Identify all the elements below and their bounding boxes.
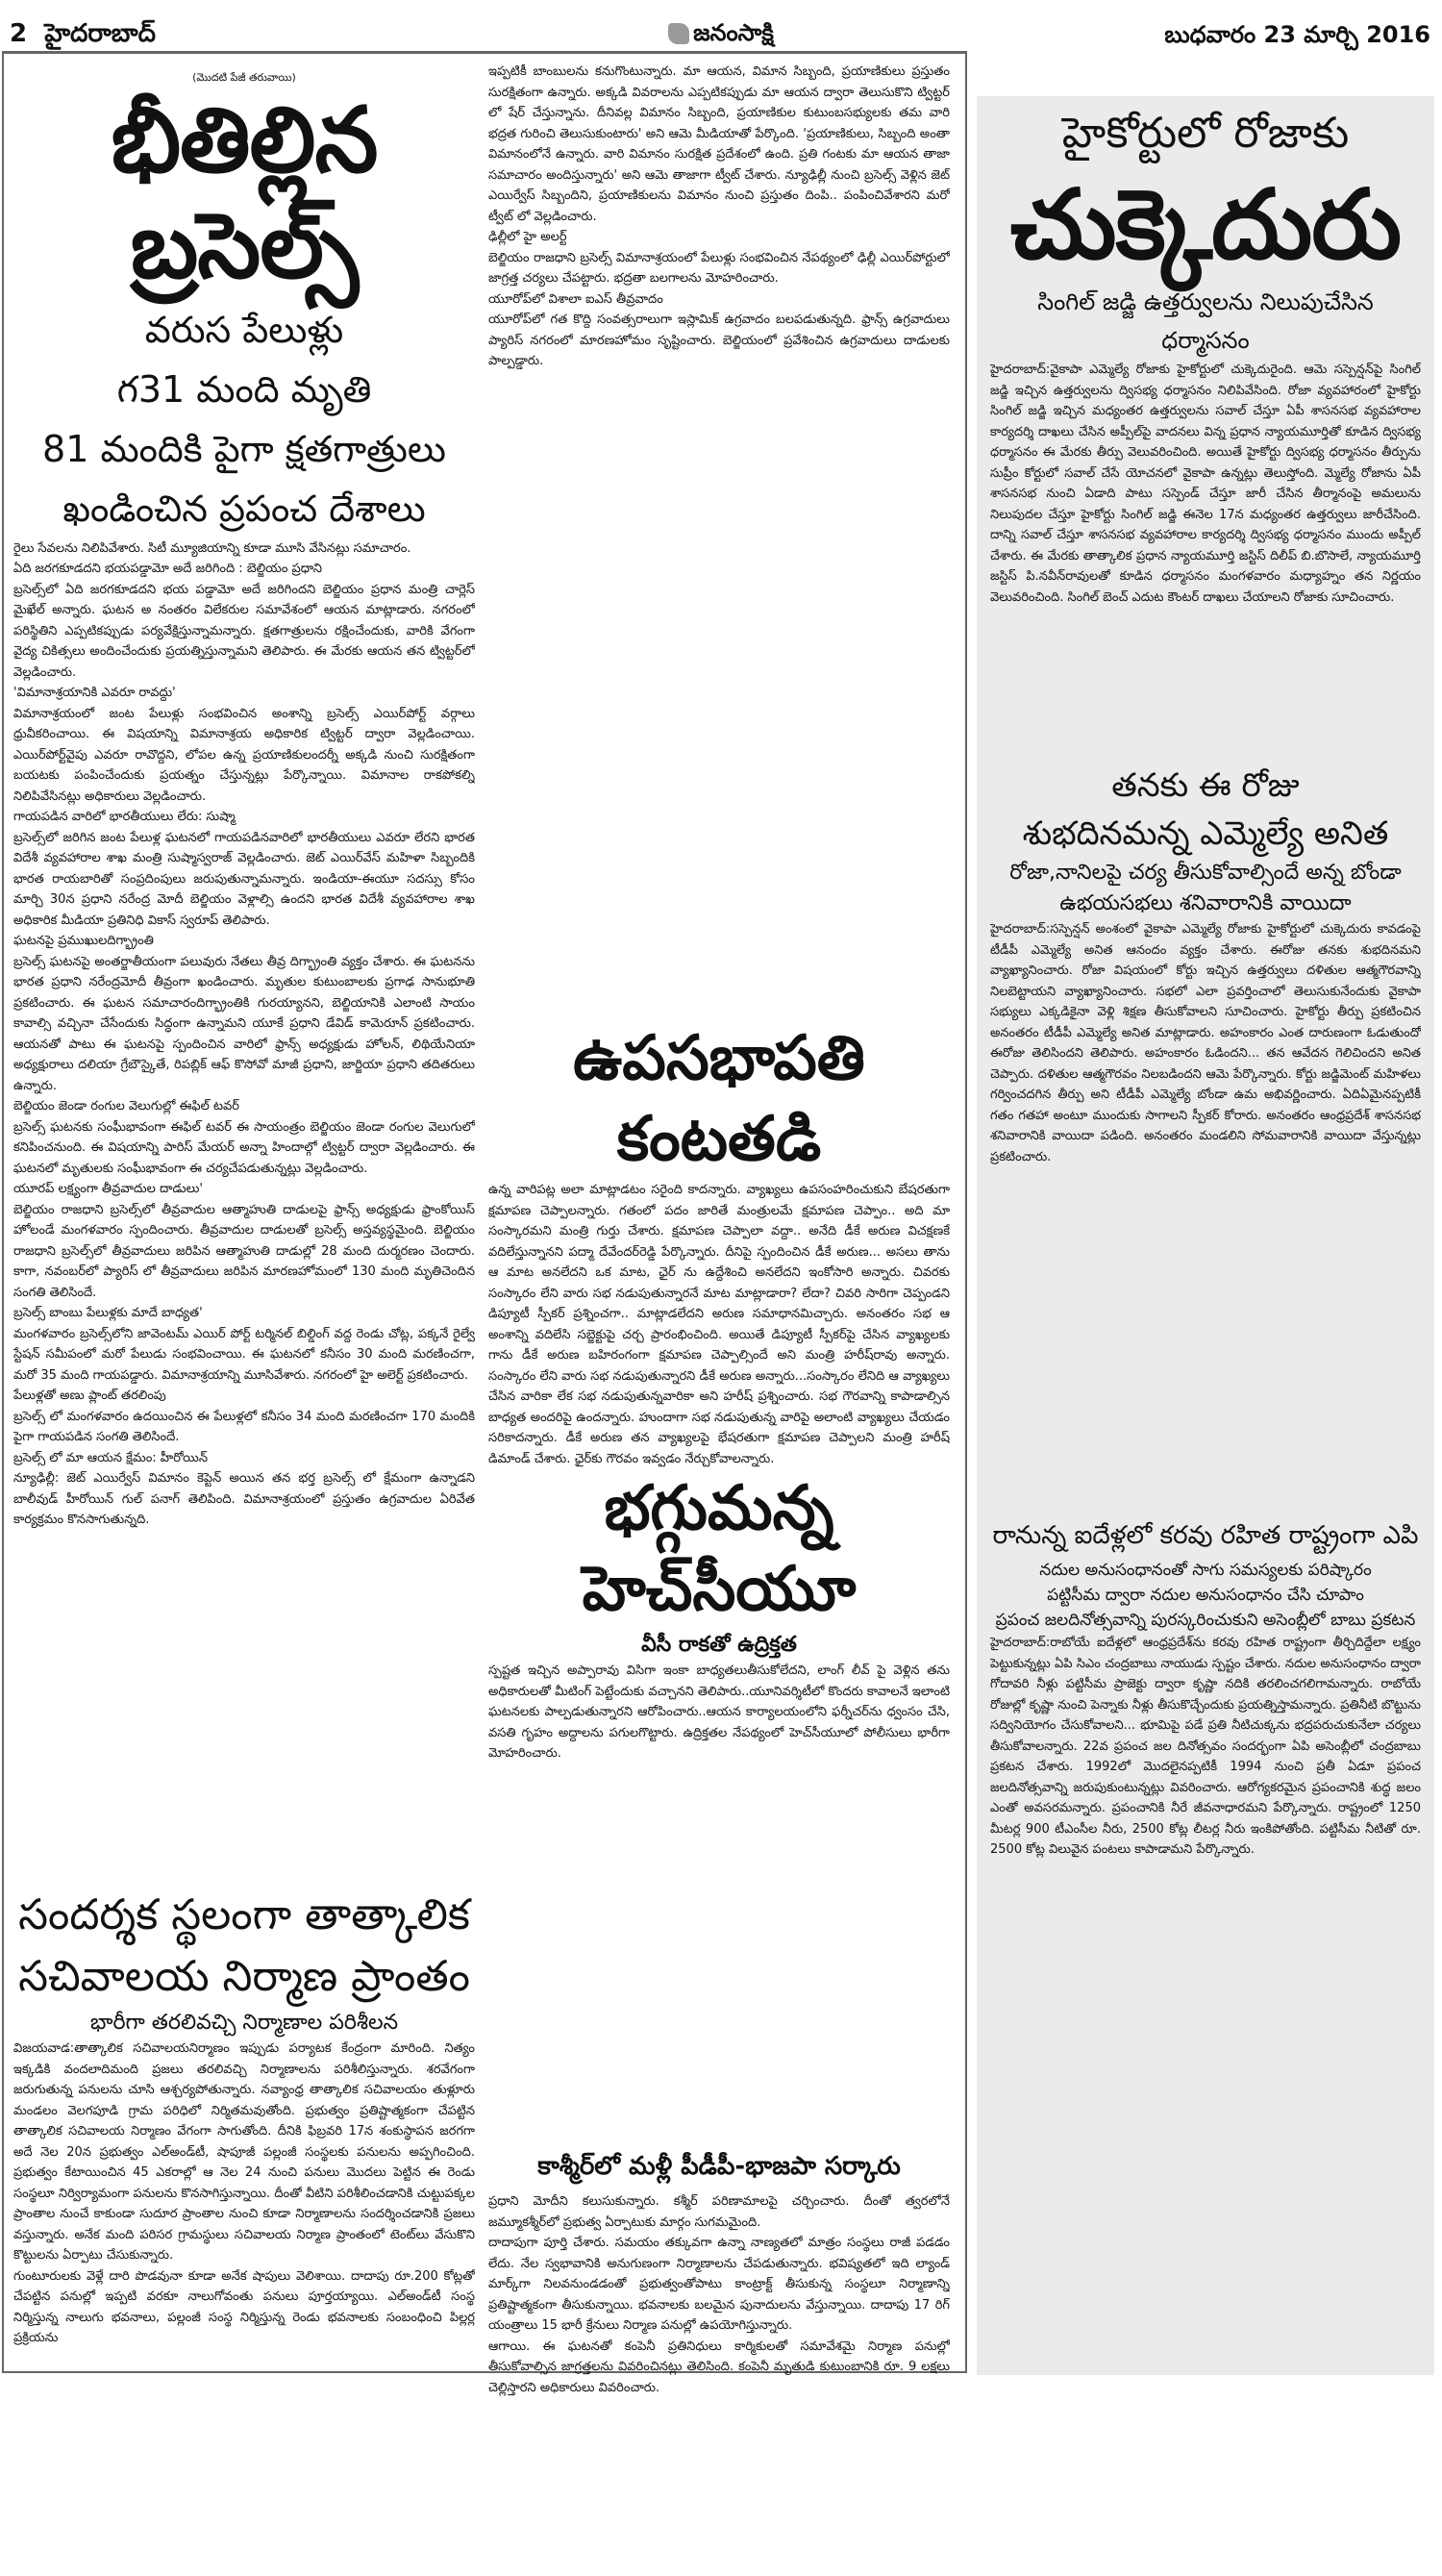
lead-paragraph: బ్రసెల్స్ ఘటనపై అంతర్జాతీయంగా పలువురు నేతలు తీవ్ర దిగ్భ్రాంతి వ్యక్తం చేశారు. ఈ ఘటనను భారత ప్రధాని నరేంద్రమోదీ తీవ్రంగా ఖండించారు. మృతుల కుటుంబాలకు ప్రగాఢ సానుభూతి ప్రకటించారు. ఈ ఘటన సమాచారందిగ్భ్రాంతికి గురయ్యానని, బెల్జియానికి ఎలాంటి సాయం కావాల్సి వచ్చినా చేసేందుకు సిద్ధంగా ఉన్నామని యూకే ప్రధాని డేవిడ్ కామెరూన్ ప్రకటించారు. ఆయనతో పాటు ఈ ఘటనపై స్పందించిన వారిలో ఫ్రాన్స్ అధ్యక్షుడు హోలన్, లిథియేనియా అధ్యక్షురాలు దలియా గ్రేబౌస్కైతే, రిపబ్లిక్ ఆఫ్ కొసోవో మాజీ ప్రధాని, జార్జియా ప్రధాని తదితరులు ఉన్నారు. [13, 954, 475, 1093]
lead-paragraph: బ్రసెల్స్‌లో ఏది జరగకూడదని భయ పడ్డామో అదే జరిగిందని బెల్జియం ప్రధాన మంత్రి చార్లెస్ మైఖేల్ అన్నారు. ఘటన అ నంతరం విలేకరుల సమావేశంలో ఆయన మాట్లాడారు. నగరంలో పరిస్థితిని ఎప్పటికప్పుడు పర్యవేక్షిస్తున్నామన్నారు. క్షతగాత్రులను రక్షించేందుకు, వారికి వేగంగా వైద్య చికిత్సలు అందించేందుకు ప్రయత్నిస్తున్నామని తెలిపారు. ఈ మేరకు ఆయన తన ట్విట్టర్‌లో వెల్లడించారు. [13, 582, 475, 680]
secretariat-paragraph: గుంటూరులకు వెళ్లే దారి పొడవునా కూడా అనేక షాపులు వెలిశాయి. దాదాపు రూ.200 కోట్లతో చేపట్టిన పనుల్లో ఇప్పటి వరకూ నాలుగోవంతు పనులు పూర్తయ్యాయి. ఎల్‌అండ్‌టీ సంస్థ నిర్మిస్తున్న నాలుగు భవనాలు, పల్లంజీ సంస్థ నిర్మిస్తున్న రెండు భవనాలకు సంబంధించి పిల్లర్ల ప్రక్రియను [13, 2268, 475, 2345]
middle-paragraph: యూరోప్‌లో గత కొద్ది సంవత్సరాలుగా ఇస్లామిక్ ఉగ్రవాదం బలపడుతున్నది. ఫ్రాన్స్ ఉగ్రవాదులు ప్యారిస్ నగరంలో మారణహోమం సృష్టించారు. బెల్జియంలో ప్రవేశించిన ఉగ్రవాదులు దాడులకు పాల్పడ్డారు. [488, 313, 950, 368]
lead-section-heading: గాయపడిన వారిలో భారతీయులు లేరు: సుష్మా [13, 810, 236, 824]
roja-headline-main: చుక్కెదురు [1009, 168, 1402, 281]
deputy-speaker-headline: ఉపసభాపతి కంటతడి [573, 1023, 865, 1175]
anitha-headline-2: శుభదినమన్న ఎమ్మెల్యే అనిత [1022, 814, 1389, 853]
masthead [0, 0, 1442, 53]
drought-headline: రానున్న ఐదేళ్లలో కరవు రహిత రాష్ట్రంగా ఎపి [992, 1521, 1419, 1550]
roja-headline-top: హైకోర్టులో రోజాకు [1061, 109, 1350, 158]
lead-section-heading: బ్రసెల్స్ బాంబు పేలుళ్లకు మాదే బాధ్యత' [13, 1306, 203, 1320]
kashmir-story: ప్రధాని మోదీని కలుసుకున్నారు. కశ్మీర్ పరిణామాలపై చర్చించారు. దీంతో త్వరలోనే జమ్మూకశ్మీర్‌లో ప్రభుత్వ ఏర్పాటుకు మార్గం సుగమమైంది. [488, 2194, 950, 2230]
kashmir-headline: కాశ్మీర్‌లో మళ్లీ పీడీపీ-భాజపా సర్కారు [537, 2152, 901, 2181]
lead-subhead-2: గ31 మంది మృతి [116, 367, 372, 411]
lead-paragraph: మంగళవారం బ్రసెల్స్‌లోని జావెంటమ్ ఎయిర్ పోర్ట్ టర్మినల్ బిల్డింగ్ వద్ద రెండు చోట్ల, పక్కనే రైల్వే స్టేషన్ సమీపంలో మరో పేలుడు సంభవించాయి. ఈ ఘటనలో కనీసం 30 మంది మరణించగా, మరో 35 మంది గాయపడ్డారు. విమానాశ్రయాన్ని మూసివేశారు. నగరంలో హై అలెర్ట్ ప్రకటించారు. [13, 1326, 475, 1383]
middle-section-heading: యూరోప్‌లో విశాలా ఐఎస్ తీవ్రవాదం [488, 291, 663, 307]
page-number: 2 [10, 19, 28, 48]
lead-subhead-3: 81 మందికి పైగా క్షతగాత్రులు [42, 427, 446, 470]
anitha-headline-1: తనకు ఈ రోజు [1111, 766, 1300, 805]
secretariat-subhead: భారీగా తరలివచ్చి నిర్మాణాల పరిశీలన [89, 2011, 399, 2035]
drought-story: హైదరాబాద్:రాబోయే ఐదేళ్లలో ఆంధ్రప్రదేశ్‌ను కరవు రహిత రాష్ట్రంగా తీర్చిదిద్దేలా లక్ష్యం పెట్టుకున్నట్లు ఏపి సిఎం చంద్రబాబు నాయుడు స్పష్టం చేశారు. నదుల అనుసంధానం ద్వారా గోదావరి నీళ్లు పట్టిసీమ ప్రాజెక్టు ద్వారా కృష్ణా నదికి తరలించగలిగామన్నారు. రాబోయే రోజుల్లో కృష్ణా నుంచి పెన్నాకు నీళ్లు తీసుకొచ్చేందుకు ప్రయత్నిస్తామన్నారు. ప్రతినీటి బొట్టును సద్వినియోగం చేసుకోవాలని... భూమిపై పడే ప్రతి నీటిచుక్కను భద్రపరుచుకునేలా చర్యలు తీసుకోవాలన్నారు. 22వ ప్రపంచ జల దినోత్సవం సందర్భంగా ఏపి అసెంబ్లీలో చంద్రబాబు ప్రకటన చేశారు. 1992లో మొదలైనప్పటికీ 1994 నుంచి ప్రతీ ఏడూ ప్రపంచ జలదినోత్సవాన్ని జరుపుకుంటున్నట్లు వివరించారు. ఆరోగ్యకరమైన ప్రపంచానికి శుద్ధ జలం ఎంతో అవసరమన్నారు. ప్రపంచానికి నీరే జీవనాధారమని పేర్కొన్నారు. రాష్ట్రంలో 1250 మీటర్ల 900 టీఎంసీల నీరు, 2500 కోట్ల లీటర్ల నీరు ఇంకిపోతోంది. పట్టిసీమ నీటితో రూ. 2500 కోట్ల విలువైన పంటలు కాపాడామని పేర్కొన్నారు. [990, 1636, 1421, 1857]
lead-section-heading: ఘటనపై ప్రముఖులదిగ్భ్రాంతి [13, 934, 154, 948]
right-panel [977, 96, 1434, 2375]
secretariat-continued-2: ఆగాయి. ఈ ఘటనతో కంపెనీ ప్రతినిధులు కార్మికులతో సమావేశమై నిర్మాణ పనుల్లో తీసుకోవాల్సిన జాగ్రత్తలను వివరించినట్లు తెలిసింది. కంపెనీ మృతుడి కుటుంబానికి రూ. 9 లక్షలు చెల్లిస్తారని అధికారులు వివరించారు. [488, 2338, 950, 2395]
lead-section-heading: బ్రసెల్స్ లో మా ఆయన క్షేమం: హీరోయిన్ [13, 1450, 209, 1465]
hcu-story: స్పష్టత ఇచ్చిన అప్పారావు విసిగా ఇంకా బాధ్యతలుతీసుకోలేదని, లాంగ్ లీవ్ పై వెళ్లిన తను అధికారులతో మీటింగ్ పెట్టేందుకు వచ్చానని తెలిపారు..యూనివర్శిటీలో కొందరు కావాలనే ఇలాంటి ఘటనలకు పాల్పడుతున్నారని ఆరోపించారు..ఆయన కార్యాలయంలోని ఫర్నీచర్‌ను ధ్వంసం చేసి, వసతి గృహం అద్దాలను పగులగొట్టారు. ఉద్రిక్తతల నేపథ్యంలో హెచ్‌సీయూలో పోలీసులు భారీగా మోహరించారు. [488, 1663, 950, 1761]
hcu-headline: భగ్గుమన్న హెచ్‌సీయూ [582, 1473, 857, 1625]
secretariat-paragraph: విజయవాడ:తాత్కాలిక సచివాలయనిర్మాణం ఇప్పుడు పర్యాటక కేంద్రంగా మారింది. నిత్యం ఇక్కడికి వందలాదిమంది ప్రజలు తరలివచ్చి నిర్మాణాలను పరిశీలిస్తున్నారు. శరవేగంగా జరుగుతున్న పనులను చూసి ఆశ్చర్యపోతున్నారు. నవ్యాంధ్ర తాత్కాలిక సచివాలయం తుళ్లూరు మండలం వెలగపూడి గ్రామ పరిధిలో నిర్మితమవుతోంది. ప్రభుత్వం ప్రతిష్టాత్మకంగా చేపట్టిన తాత్కాలిక సచివాలయ నిర్మాణం వేగంగా సాగుతోంది. దీనికి ఫిబ్రవరి 17న శంకుస్థాపన జరగగా అదే నెల 20న ప్రభుత్వం ఎల్‌అండ్‌టీ, షాపూజీ పల్లంజీ సంస్థలకు పనులను అప్పగించింది. ప్రభుత్వం కేటాయించిన 45 ఎకరాల్లో ఆ నెల 24 నుంచి పనులు మొదలు పెట్టిన ఈ రెండు సంస్థలూ నిర్విర్యామంగా పనులను కొనసాగిస్తున్నాయి. దీంతో వీటిని పరిశీలించడానికి చుట్టుపక్కల ప్రాంతాల నుంచే కాకుండా సుదూర ప్రాంతాల నుంచి కూడా నిర్మాణాలను సందర్శించడానికి ప్రజలు వస్తున్నారు. అనేక మంది పరిసర గ్రామస్థులు సచివాలయ నిర్మాణ ప్రాంతంలో టెంట్‌లు వేసుకొని కొట్టులను ఏర్పాటు చేసుకున్నారు. [13, 2041, 475, 2263]
lead-section-heading: యూరప్ లక్ష్యంగా తీవ్రవాదుల దాడులు' [13, 1182, 203, 1196]
lead-section-heading: బెల్జియం జెండా రంగుల వెలుగుల్లో ఈఫిల్ టవర్ [13, 1099, 239, 1113]
lead-subhead-4: ఖండించిన ప్రపంచ దేశాలు [62, 487, 426, 530]
dateline: బుధవారం 23 మార్చి 2016 [1164, 21, 1430, 48]
lead-subhead-1: వరుస పేలుళ్లు [144, 308, 344, 351]
hcu-subhead: వీసీ రాకతో ఉద్రిక్తత [641, 1633, 797, 1657]
brand-name: జనంసాక్షి [693, 19, 774, 46]
lead-paragraph: బెల్జియం రాజధాని బ్రసెల్స్‌లో తీవ్రవాదుల ఆత్మాహుతి దాడులపై ఫ్రాన్స్ అధ్యక్షుడు ఫ్రాంకోయిస్ హోలండే మంగళవారం స్పందించారు. తీవ్రవాదుల దాడులతో బ్రసెల్స్ అస్తవ్యస్థమైంది. బెల్జియం రాజధాని బ్రసెల్స్‌లో తీవ్రవాదులు జరిపిన ఆత్మాహుతి దాడుల్లో 28 మంది దుర్మరణం చెందారు. కాగా, నవంబర్‌లో ప్యారిస్ లో తీవ్రవాదులు జరిపిన మారణహోమంలో 130 మంది మృతిచెందిన సంగతి తెలిసిందే. [13, 1202, 475, 1300]
lead-section-heading: ఏది జరగకూడదని భయపడ్డామో అదే జరిగింది : బెల్జియం ప్రధాని [13, 562, 323, 576]
deputy-speaker-story: ఉన్న వారిపట్ల అలా మాట్లాడటం సరైంది కాదన్నారు. వ్యాఖ్యలు ఉపసంహరించుకుని బేషరతుగా క్షమాపణ చెప్పాలన్నారు. గతంలో పదం జారితే మంత్రులమే క్షమాపణ చెప్పాం.. అది మా సంస్కారమని మంత్రి గుర్తు చేశారు. క్షమాపణ చెప్పాలా వద్దా.. అనేది డీకే అరుణ విచక్షణకే వదిలేస్తున్నానని పద్మా దేవేందర్‌రెడ్డి పేర్కొన్నారు. దీనిపై స్పందించిన డీకే అరుణ... అసలు తాను ఆ మాట అనలేదని ఒక మాట, ఛైర్ ను ఉద్దేశించి అనలేదని ఇంకోసారి అన్నారు. చివరకు సంస్కారం లేని వారు సభ నడుపుతున్నారనే మాట మాట్లాడారా? లేదా? చివరి సారిగా చెప్పండని డిప్యూటీ స్పీకర్ ప్రశ్నించగా.. మాట్లాడలేదని అరుణ సమాధానమిచ్చారు. అనంతరం సభ ఆ అంశాన్ని వదిలేసి సబ్జెక్టుపై చర్చ ప్రారంభించింది. అయితే డిప్యూటీ స్పీకర్‌పై చేసిన వ్యాఖ్యలకు గాను డీకే అరుణ బహిరంగంగా క్షమాపణ చెప్పాల్సిందే అని మంత్రి హరీష్‌రావు అన్నారు. సంస్కారం లేని వారు సభ నడుపుతున్నారని డీకే అరుణ అన్నారు...సంస్కారం లేనిది ఆ వ్యాఖ్యలు చేసిన వారికా లేక సభ నడుపుతున్నవారికా అని హరీష్ ప్రశ్నించారు. సభ గౌరవాన్ని కాపాడాల్సిన బాధ్యత అందరిపై ఉందన్నారు. హుందాగా సభ నడుపుతున్న వారిపై అలాంటి వ్యాఖ్యలు చేయడం సరికాదన్నారు. డీకే అరుణ తన వ్యాఖ్యలపై భేషరతుగా క్షమాపణ చెప్పాలని మంత్రి హరీష్ డిమాండ్ చేశారు. ఛైర్‌కు గౌరవం ఇవ్వడం నేర్చుకోవాలన్నారు. [488, 1183, 950, 1466]
roja-subhead: సింగిల్ జడ్జి ఉత్తర్వులను నిలుపుచేసిన ధర్మాసనం [1037, 288, 1374, 354]
lead-story [13, 60, 475, 1952]
middle-paragraph: బెల్జియం రాజధాని బ్రసెల్స్ విమానాశ్రయంలో పేలుళ్లు సంభవించిన నేపథ్యంలో ఢిల్లీ ఎయిర్‌పోర్టులో జాగ్రత్త చర్యలు చేపట్టారు. భద్రతా బలగాలను మోహరించారు. [488, 250, 950, 286]
section-name: హైదరాబాద్ [44, 19, 157, 48]
secretariat-story [13, 1885, 475, 2356]
kicker: (మొదటి పేజీ తరువాయి) [192, 71, 296, 84]
lead-section-heading: పేలుళ్లతో అణు ప్లాంట్ తరలింపు [13, 1388, 166, 1403]
drought-subhead-2: పట్టిసీమ ద్వారా నదుల అనుసంధానం చేసి చూపాం [1047, 1586, 1364, 1605]
lead-paragraph: న్యూఢిల్లీ: జెట్ ఎయిర్వేస్ విమానం కెప్టెన్ అయిన తన భర్త బ్రసెల్స్ లో క్షేమంగా ఉన్నాడని బాలీవుడ్ హీరోయిన్ గుల్ పనాగ్ తెలిపింది. విమానాశ్రయంలో ప్రస్తుతం ఉగ్రవాదుల ఏరివేత కార్యక్రమం కొనసాగుతున్నది. [13, 1471, 475, 1527]
lead-paragraph: బ్రసెల్స్ లో మంగళవారం ఉదయించిన ఈ పేలుళ్లలో కనీసం 34 మంది మరణించగా 170 మందికి పైగా గాయపడిన సంగతి తెలిసిందే. [13, 1409, 475, 1444]
lead-paragraph: విమానాశ్రయంలో జంట పేలుళ్లు సంభవించిన అంశాన్ని బ్రసెల్స్ ఎయిర్‌పోర్ట్ వర్గాలు ధ్రువీకరించాయి. ఈ విషయాన్ని విమానాశ్రయ అధికారిక ట్విట్టర్ ద్వారా వెల్లడించాయి. ఎయిర్‌పోర్ట్‌వైపు ఎవరూ రావొద్దని, లోపల ఉన్న ప్రయాణికులందర్నీ అక్కడి నుంచి సురక్షితంగా బయటకు పంపించేందుకు ప్రయత్నం చేస్తున్నట్లు పేర్కొన్నాయి. విమానాల రాకపోకల్ని నిలిపివేసినట్లు అధికారులు వెల్లడించారు. [13, 706, 475, 804]
secretariat-headline-1: సందర్శక స్థలంగా తాత్కాలిక [18, 1890, 470, 1939]
middle-paragraph: ఇప్పటికీ బాంబులను కనుగొంటున్నారు. మా ఆయన, విమాన సిబ్బంది, ప్రయాణికులు ప్రస్తుతం సురక్షితంగా ఉన్నారు. అక్కడి వివరాలను ఎప్పటికప్పుడు మా ఆయన ద్వారా తెలుసుకొని ట్విట్టర్ లో షేర్ చేస్తున్నాను. దీనివల్ల విమానం సిబ్బంది, ప్రయాణికుల కుటుంబసభ్యులకు తమ వారి భద్రత గురించి తెలుసుకుంటారు' అని ఆమె మీడియాతో పేర్కొంది. 'ప్రయాణికులు, సిబ్బంది అంతా విమానంలోనే ఉన్నారు. వారి విమానం సురక్షిత ప్రదేశంలో ఉంది. ప్రతి గంటకు మా ఆయన తాజా సమాచారం అందిస్తున్నారు' అని ఆమె తాజాగా ట్వీట్ చేశారు. న్యూఢిల్లీ నుంచి బ్రసెల్స్ వెళ్లిన జెట్ ఎయిర్వేస్ సిబ్బందిని, ప్రయాణికులను విమానం నుంచి ప్రస్తుతం దింపి.. పంపించివేశారని మరో ట్వీట్ లో వెల్లడించారు. [488, 64, 950, 224]
anitha-subhead-2: ఉభయసభలు శనివారానికి వాయిదా [1059, 891, 1352, 915]
roja-story: హైదరాబాద్:వైకాపా ఎమ్మెల్యే రోజాకు హైకోర్టులో చుక్కెదురైంది. ఆమె సస్పెన్షన్‌పై సింగిల్ జడ్జి ఇచ్చిన ఉత్తర్వులను ద్విసభ్య ధర్మాసనం నిలిపివేసింది. రోజా వ్యవహారంలో హైకోర్టు సింగిల్ జడ్జి ఇచ్చిన మధ్యంతర ఉత్తర్వులను సవాల్ చేస్తూ ఏపీ శాసనసభ వ్యవహారాల కార్యదర్శి దాఖలు చేసిన అప్పీల్‌పై వాదనలు విన్న ప్రధాన న్యాయమూర్తితో కూడిన ద్విసభ్య ధర్మాసనం ఈ మేరకు తీర్పు వెలువరించింది. అయితే హైకోర్టు ద్విసభ్య ధర్మాసనం తీర్పును సుప్రీం కోర్టులో సవాల్ చేసే యోచనలో వైకాపా ఉన్నట్లు తెలుస్తోంది. మ్మెల్యే రోజాను ఏపీ శాసనసభ నుంచి ఏడాది పాటు సస్పెండ్ చేస్తూ జారీ చేసిన తీర్మానంపై అమలును నిలుపుదల చేస్తూ హైకోర్టు సింగిల్ జడ్జి ఈనెల 17న మధ్యంతర ఉత్తర్వులు జారీచేసింది. దాన్ని సవాల్ చేస్తూ శాసనసభ వ్యవహారాల కార్యదర్శి ద్విసభ్య ధర్మాసనం ముందు అప్పీల్ చేశారు. ఈ మేరకు తాత్కాలిక ప్రధాన న్యాయమూర్తి జస్టిస్ దిలీప్ బి.బొసాలే, న్యాయమూర్తి జస్టిస్ పి.నవీన్‌రావులతో కూడిన ధర్మాసనం మంగళవారం మధ్యాహ్నం తన నిర్ణయం వెలువరించింది. సింగిల్ బెంచ్ ఎదుట కౌంటర్ దాఖలు చేయాలని రోజాకు సూచించారు. [990, 363, 1421, 605]
secretariat-headline-2: సచివాలయ నిర్మాణ ప్రాంతం [18, 1952, 470, 2001]
lead-paragraph: బ్రసెల్స్‌లో జరిగిన జంట పేలుళ్ల ఘటనలో గాయపడినవారిలో భారతీయులు ఎవరూ లేరని భారత విదేశీ వ్యవహారాల శాఖ మంత్రి సుష్మాస్వరాజ్ వెల్లడించారు. జెట్ ఎయిర్‌వేస్ మహిళా సిబ్బందికి భారత రాయబారితో సంప్రదింపులు జరుపుతున్నామన్నారు. ఇండియా-ఈయూ సదస్సు కోసం మార్చి 30న ప్రధాని నరేంద్ర మోదీ బెల్జియం వెళ్లాల్సి ఉందని భారత విదేశీ వ్యవహారాల శాఖ అధికారిక మీడియా ప్రతినిధి వికాస్ స్వరూప్ తెలిపారు. [13, 830, 475, 928]
lead-paragraph: రైలు సేవలను నిలిపివేశారు. సిటీ మ్యూజియాన్ని కూడా మూసి వేసినట్లు సమాచారం. [13, 540, 411, 556]
anitha-subhead-1: రోజా,నానిలపై చర్య తీసుకోవాల్సిందే అన్న బోండా [1009, 861, 1402, 885]
lead-headline: భీతిల్లిన బ్రసెల్స్ [111, 88, 378, 299]
drought-subhead-3: ప్రపంచ జలదినోత్సవాన్ని పురస్కరించుకుని అసెంబ్లీలో బాబు ప్రకటన [995, 1611, 1416, 1630]
secretariat-continued: దాదాపుగా పూర్తి చేశారు. సమయం తక్కువగా ఉన్నా నాణ్యతలో మాత్రం సంస్థలు రాజీ పడడం లేదు. నేల స్వభావానికి అనుగుణంగా నిర్మాణాలను చేపడుతున్నారు. భవిష్యతలో ఇది ల్యాండ్ మార్క్‌గా నిలవనుండడంతో ప్రభుత్వంతోపాటు కాంట్రాక్ట్ తీసుకున్న సంస్థలూ నిర్మాణాన్ని ప్రతిష్టాత్మకంగా తీసుకున్నాయి. భవనాలకు బలమైన పునాదులను వేస్తున్నాయి. దాదాపు 17 రిగ్ యంత్రాలు 15 భారీ క్రేనులు నిర్మాణ పనుల్లో ఉపయోగిస్తున్నారు. [488, 2236, 950, 2333]
anitha-story: హైదరాబాద్:సస్పెన్షన్ అంశంలో వైకాపా ఎమ్మెల్యే రోజాకు హైకోర్టులో చుక్కెదురు కావడంపై టీడీపీ ఎమ్మెల్యే అనిత ఆనందం వ్యక్తం చేశారు. ఈరోజు తనకు శుభదినమని వ్యాఖ్యానించారు. రోజా విషయంలో కోర్టు ఇచ్చిన ఉత్తర్వులు దళితుల ఆత్మగౌరవాన్ని నిలబెట్టాయని వ్యాఖ్యానించారు. సభలో ఎలా ప్రవర్తించాలో తెలుసుకునేందుకు వైకాపా సభ్యులు ఎక్కడికైనా వెళ్లి శిక్షణ తీసుకోవాలని సూచించారు. హైకోర్టు తీర్పు ప్రకటించిన అనంతరం టీడీపీ ఎమ్మెల్యే అనిత మాట్లాడారు. అహంకారం ఎంత దారుణంగా ఓడుతుందో ఈరోజు తెలిసిందని తెలిపారు. అహంకారం ఓడిందని... తన ఆవేదన గెలిచిందని అనిత చెప్పారు. దళితుల ఆత్మగౌరవం నిలబడిందని ఆమె పేర్కొన్నారు. కోర్టు జడ్జిమెంట్ మహిళలు గర్వించదగిన తీర్పు అని టీడీపీ ఎమ్మెల్యే బోండా ఉమ అభివర్ణించారు. ఏదిఏమైనప్పటికీ గతం గతహా అంటూ ముందుకు సాగాలని స్పీకర్ కోరారు. అనంతరం ఆంధ్రప్రదేశ్ శాసనసభ శనివారానికి వాయిదా పడింది. అనంతరం మండలిని సోమవారానికి వాయిదా వేస్తున్నట్లు ప్రకటించారు. [990, 922, 1421, 1164]
middle-column [488, 62, 950, 2576]
lead-section-heading: 'విమానాశ్రయానికి ఎవరూ రావద్దు' [13, 686, 176, 700]
map-logo-icon [668, 23, 689, 44]
drought-subhead-1: నదుల అనుసంధానంతో సాగు సమస్యలకు పరిష్కారం [1039, 1561, 1372, 1580]
lead-paragraph: బ్రసెల్స్ ఘటనకు సంఘీభావంగా ఈఫిల్ టవర్ ఈ సాయంత్రం బెల్జియం జెండా రంగుల వెలుగులో కనిపించనుంది. ఈ విషయాన్ని పారిస్ మేయర్ అన్నా హిందాల్గో ట్విట్టర్ ద్వారా వెల్లడించారు. ఈ ఘటనలో మృతులకు సంఘీభావంగా ఈ చర్యచేపడుతున్నట్లు వెల్లడించారు. [13, 1119, 475, 1176]
middle-section-heading: ఢిల్లీలో హై అలర్ట్ [488, 230, 567, 244]
